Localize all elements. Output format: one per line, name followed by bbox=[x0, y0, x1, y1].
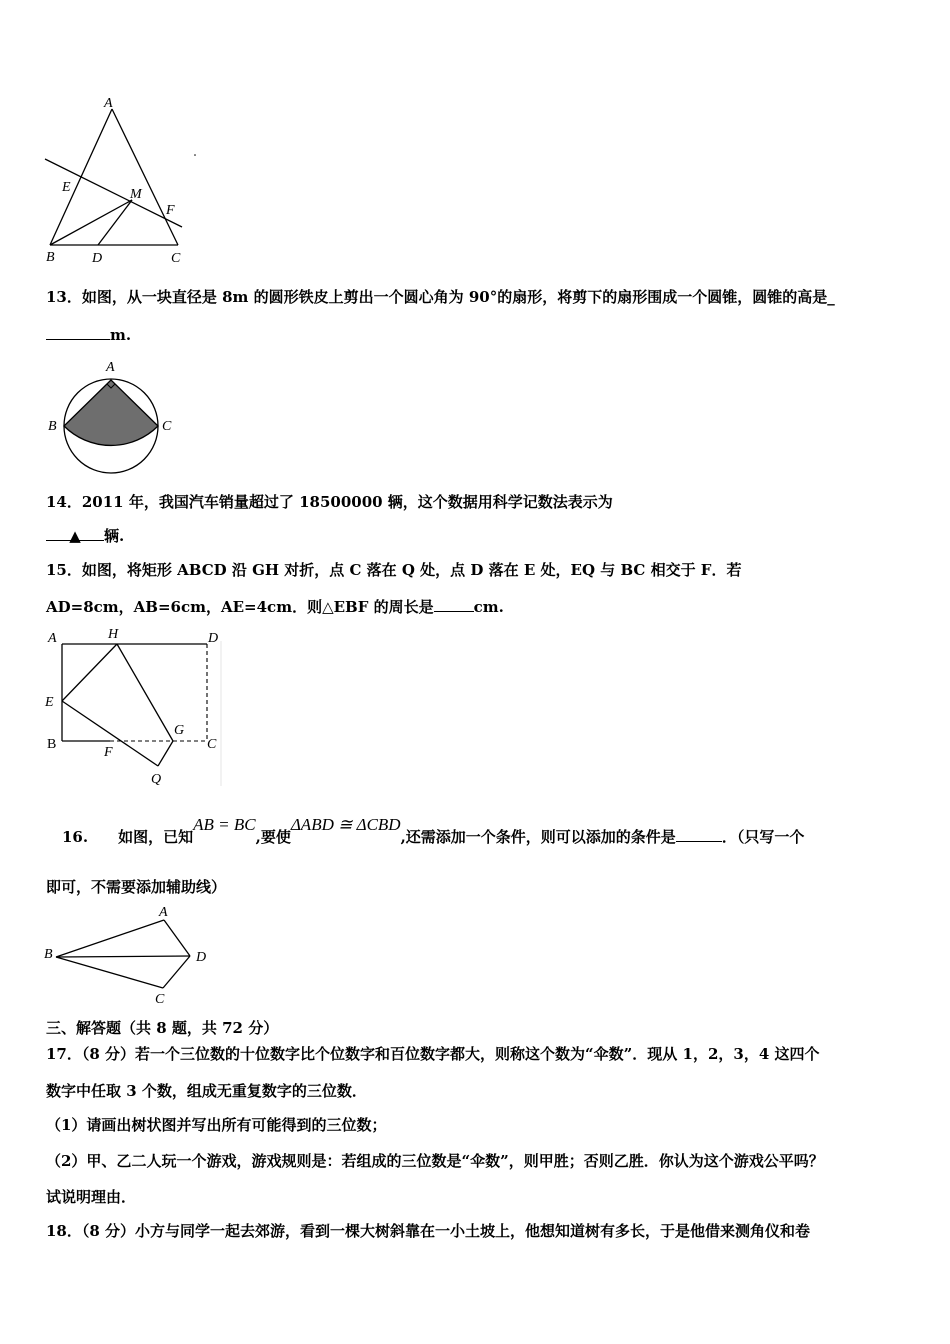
figure-q16-kite bbox=[40, 902, 220, 1008]
label-E: E bbox=[62, 180, 71, 195]
shaded-sector bbox=[64, 380, 158, 445]
segment-CD bbox=[163, 956, 190, 988]
q17-text-line2: 数字中任取 3 个数，组成无重复数字的三位数． bbox=[46, 1082, 367, 1100]
q15-text-line2 bbox=[46, 597, 504, 617]
q15-unit: cm. bbox=[473, 598, 504, 616]
segment-AC bbox=[112, 109, 178, 245]
q18-text-line1: 18．（8 分）小方与同学一起去郊游，看到一棵大树斜靠在一小土坡上，他想知道树有多长，于是他借来测角仪和卷 bbox=[46, 1222, 811, 1240]
label-C: C bbox=[162, 419, 172, 434]
q16-part4: ．（只写一个 bbox=[721, 828, 805, 846]
q16-number: 16. bbox=[62, 828, 89, 846]
label-D: D bbox=[196, 950, 207, 965]
q17-sub-question-2-line2: 试说明理由． bbox=[46, 1188, 137, 1206]
label-A: A bbox=[104, 96, 113, 111]
label-E: E bbox=[45, 695, 54, 710]
q17-text-line1: 17．（8 分）若一个三位数的十位数字比个位数字和百位数字都大，则称这个数为“伞数”．现从 1，2，3，4 这四个 bbox=[46, 1045, 820, 1063]
label-A: A bbox=[106, 360, 115, 375]
q14-placeholder-triangle: ▲ bbox=[69, 527, 81, 545]
q15-text-line1: 15．如图，将矩形 ABCD 沿 GH 对折，点 C 落在 Q 处，点 D 落在 E 处，EQ 与 BC 相交于 F．若 bbox=[46, 561, 742, 579]
q14-text-line1: 14．2011 年，我国汽车销量超过了 18500000 辆，这个数据用科学记数法表示为 bbox=[46, 493, 613, 511]
q16-part2: ,要使 bbox=[255, 828, 291, 846]
q16-part3: ,还需添加一个条件，则可以添加的条件是 bbox=[400, 828, 676, 846]
q16-math-congruence: ΔABD ≅ ΔCBD bbox=[290, 815, 401, 834]
q14-text-line2 bbox=[46, 526, 124, 546]
q13-text-line2 bbox=[46, 325, 131, 345]
label-C: C bbox=[171, 251, 181, 266]
label-D: D bbox=[92, 251, 103, 266]
q13-answer-blank bbox=[46, 325, 110, 340]
q16-answer-blank bbox=[676, 827, 722, 842]
label-A: A bbox=[48, 631, 57, 646]
q16-math-ab-equals-bc: AB = BC bbox=[193, 815, 256, 834]
q13-unit: m. bbox=[110, 326, 132, 344]
label-G: G bbox=[174, 723, 185, 738]
label-H: H bbox=[108, 627, 119, 642]
segment-BM bbox=[50, 200, 132, 245]
label-B: B bbox=[47, 737, 57, 752]
segment-HG bbox=[117, 644, 173, 741]
figure-q12-triangle bbox=[40, 95, 210, 270]
q14-answer-blank bbox=[46, 526, 104, 545]
q15-answer-blank bbox=[434, 597, 474, 612]
segment-DM bbox=[98, 200, 132, 245]
label-F: F bbox=[166, 203, 175, 218]
q16-part1: 如图，已知 bbox=[118, 828, 194, 846]
q14-unit: 辆. bbox=[104, 527, 125, 545]
q17-sub-question-2: （2）甲、乙二人玩一个游戏，游戏规则是：若组成的三位数是“伞数”，则甲胜；否则乙胜．你认为这个游戏公平吗？ bbox=[46, 1152, 824, 1170]
q16-text-line1 bbox=[62, 815, 805, 847]
segment-AD bbox=[164, 920, 190, 956]
figure-q13-sector bbox=[44, 358, 184, 478]
segment-HE bbox=[62, 644, 117, 701]
segment-BA bbox=[56, 920, 164, 957]
q17-sub-question-1: （1）请画出树状图并写出所有可能得到的三位数； bbox=[46, 1116, 387, 1134]
label-C: C bbox=[155, 992, 165, 1007]
label-B: B bbox=[48, 419, 57, 434]
label-A: A bbox=[159, 905, 168, 920]
label-Q: Q bbox=[151, 772, 162, 787]
label-C: C bbox=[207, 737, 217, 752]
q15-text-start: AD=8cm，AB=6cm，AE=4cm．则△EBF 的周长是 bbox=[46, 598, 434, 616]
q13-text-line1: 13．如图，从一块直径是 8m 的圆形铁皮上剪出一个圆心角为 90°的扇形，将剪下的扇形围成一个圆锥，圆锥的高是_ bbox=[46, 288, 835, 306]
label-F: F bbox=[104, 745, 113, 760]
figure-q15-folded-rectangle bbox=[40, 626, 230, 791]
section-title-solve-problems: 三、解答题（共 8 题，共 72 分） bbox=[46, 1019, 279, 1037]
q16-text-line2: 即可，不需要添加辅助线） bbox=[46, 878, 227, 896]
segment-BC bbox=[56, 957, 163, 988]
segment-QG bbox=[158, 741, 173, 766]
label-B: B bbox=[44, 947, 53, 962]
label-M: M bbox=[130, 187, 142, 202]
label-D: D bbox=[208, 631, 219, 646]
label-B: B bbox=[46, 250, 55, 265]
segment-BD bbox=[56, 956, 190, 957]
